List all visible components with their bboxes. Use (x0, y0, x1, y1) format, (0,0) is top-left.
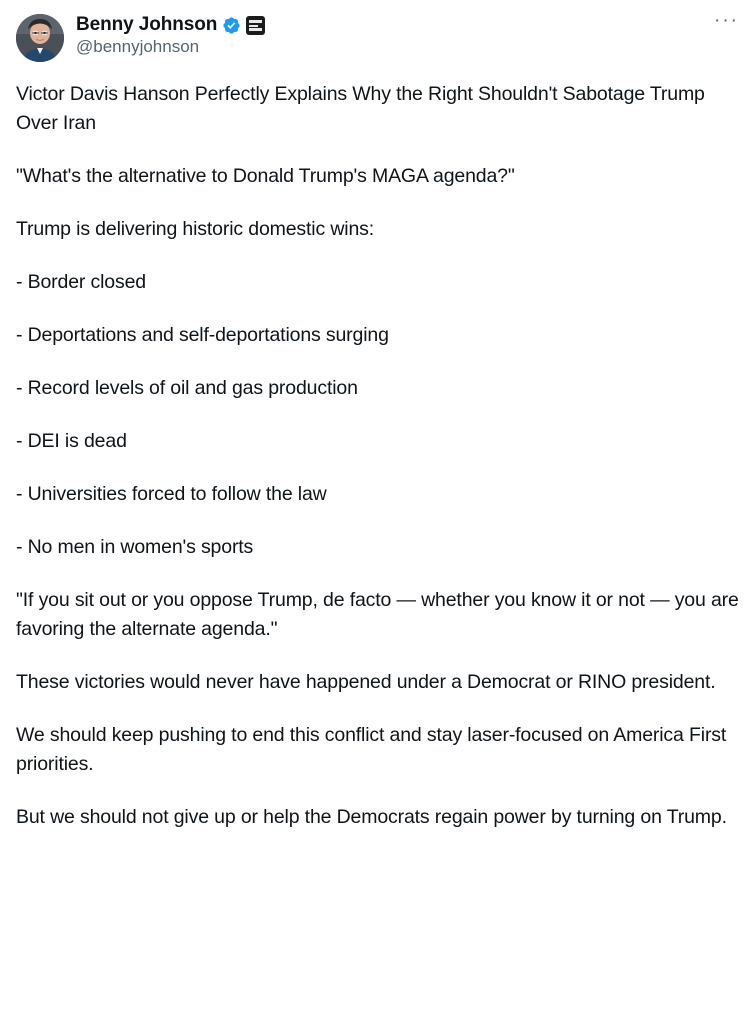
tweet-paragraph: These victories would never have happened under a Democrat or RINO president. (16, 671, 716, 693)
author-handle[interactable]: @bennyjohnson (76, 36, 200, 56)
tweet-header (16, 10, 739, 62)
more-options-icon[interactable]: ··· (714, 10, 739, 31)
tweet-paragraph: We should keep pushing to end this conflict and stay laser-focused on America First priorities. (16, 724, 732, 775)
tweet-text (16, 80, 744, 832)
verified-badge-icon (222, 16, 241, 35)
author-display-name[interactable]: Benny Johnson (76, 14, 218, 35)
tweet-paragraph: "What's the alternative to Donald Trump's MAGA agenda?" (16, 165, 515, 187)
tweet-paragraph: - Record levels of oil and gas production (16, 377, 358, 399)
avatar[interactable] (16, 14, 64, 62)
author-identity (76, 14, 697, 57)
tweet-paragraph: - DEI is dead (16, 430, 127, 452)
tweet-paragraph: "If you sit out or you oppose Trump, de facto — whether you know it or not — you are favoring the alternate agenda." (16, 589, 744, 640)
tweet-paragraph: But we should not give up or help the Democrats regain power by turning on Trump. (16, 806, 727, 828)
avatar-photo (16, 14, 64, 62)
tweet-paragraph: - Border closed (16, 271, 146, 293)
tweet-paragraph: - Deportations and self-deportations surging (16, 324, 389, 346)
tweet-paragraph: Trump is delivering historic domestic wins: (16, 218, 375, 240)
author-name-row (76, 15, 697, 36)
tweet-paragraph: Victor Davis Hanson Perfectly Explains Why the Right Shouldn't Sabotage Trump Over Iran (16, 83, 711, 134)
tweet-paragraph: - No men in women's sports (16, 536, 254, 558)
affiliate-badge-icon[interactable] (246, 16, 265, 35)
tweet-paragraph: - Universities forced to follow the law (16, 483, 327, 505)
